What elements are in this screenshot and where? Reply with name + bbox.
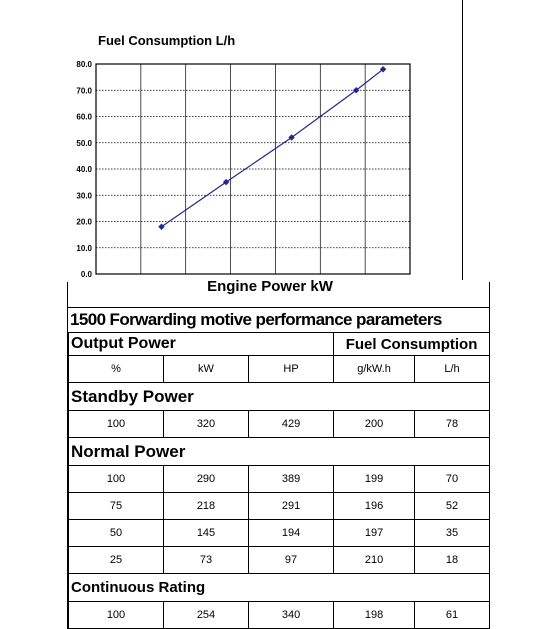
table-cell: 200 (334, 411, 415, 438)
y-tick-label: 50.0 (76, 138, 92, 148)
table-row (69, 520, 490, 547)
table-cell: 340 (249, 602, 334, 629)
table-row (69, 493, 490, 520)
table-row (69, 466, 490, 493)
table-cell: 196 (334, 493, 415, 520)
table-cell: 320 (164, 411, 249, 438)
series-line (161, 69, 383, 227)
group-header-row (69, 333, 490, 356)
y-tick-label: 0.0 (80, 270, 92, 279)
unit-cell: kW (164, 356, 249, 383)
y-tick-label: 30.0 (76, 191, 92, 201)
table-cell: 198 (334, 602, 415, 629)
performance-table (67, 282, 490, 629)
table-cell: 61 (415, 602, 490, 629)
y-tick-label: 10.0 (76, 243, 92, 253)
unit-cell: % (69, 356, 164, 383)
table-cell: 254 (164, 602, 249, 629)
table-cell: 75 (69, 493, 164, 520)
table-cell: 97 (249, 547, 334, 574)
table-cell: 18 (415, 547, 490, 574)
unit-cell: HP (249, 356, 334, 383)
table-cell: 35 (415, 520, 490, 547)
table-cell: 429 (249, 411, 334, 438)
unit-cell: g/kW.h (334, 356, 415, 383)
fuel-consumption-chart (0, 0, 560, 300)
y-tick-label: 40.0 (76, 165, 92, 174)
chart-title: Fuel Consumption L/h (98, 33, 236, 48)
frame-rule (462, 0, 463, 280)
table-cell: 73 (164, 547, 249, 574)
y-tick-label: 70.0 (76, 86, 92, 96)
y-tick-label: 80.0 (76, 60, 92, 69)
table-cell: 145 (164, 520, 249, 547)
table-cell: 50 (69, 520, 164, 547)
table-row (69, 602, 490, 629)
section-label: Continuous Rating (69, 574, 490, 602)
section-label: Standby Power (69, 383, 490, 411)
table-row (69, 547, 490, 574)
table-cell: 210 (334, 547, 415, 574)
table-cell: 100 (69, 411, 164, 438)
table-cell: 70 (415, 466, 490, 493)
section-label: Normal Power (69, 438, 490, 466)
table-cell: 199 (334, 466, 415, 493)
table-cell: 218 (164, 493, 249, 520)
table-row (69, 411, 490, 438)
chart-svg (0, 0, 560, 300)
table-cell: 290 (164, 466, 249, 493)
section-row (69, 574, 490, 602)
x-axis-label: Engine Power kW (207, 278, 333, 295)
parameters-grid (68, 332, 490, 629)
table-cell: 100 (69, 602, 164, 629)
table-cell: 291 (249, 493, 334, 520)
table-cell: 78 (415, 411, 490, 438)
unit-cell: L/h (415, 356, 490, 383)
output-power-header: Output Power (69, 333, 334, 356)
table-title: 1500 Forwarding motive performance parameters (68, 307, 489, 332)
table-cell: 389 (249, 466, 334, 493)
table-cell: 25 (69, 547, 164, 574)
section-row (69, 383, 490, 411)
y-tick-label: 60.0 (76, 112, 92, 122)
table-cell: 100 (69, 466, 164, 493)
section-row (69, 438, 490, 466)
units-row (69, 356, 490, 383)
y-tick-label: 20.0 (76, 217, 92, 227)
table-cell: 52 (415, 493, 490, 520)
table-cell: 197 (334, 520, 415, 547)
fuel-consumption-header: Fuel Consumption (334, 333, 490, 356)
table-cell: 194 (249, 520, 334, 547)
